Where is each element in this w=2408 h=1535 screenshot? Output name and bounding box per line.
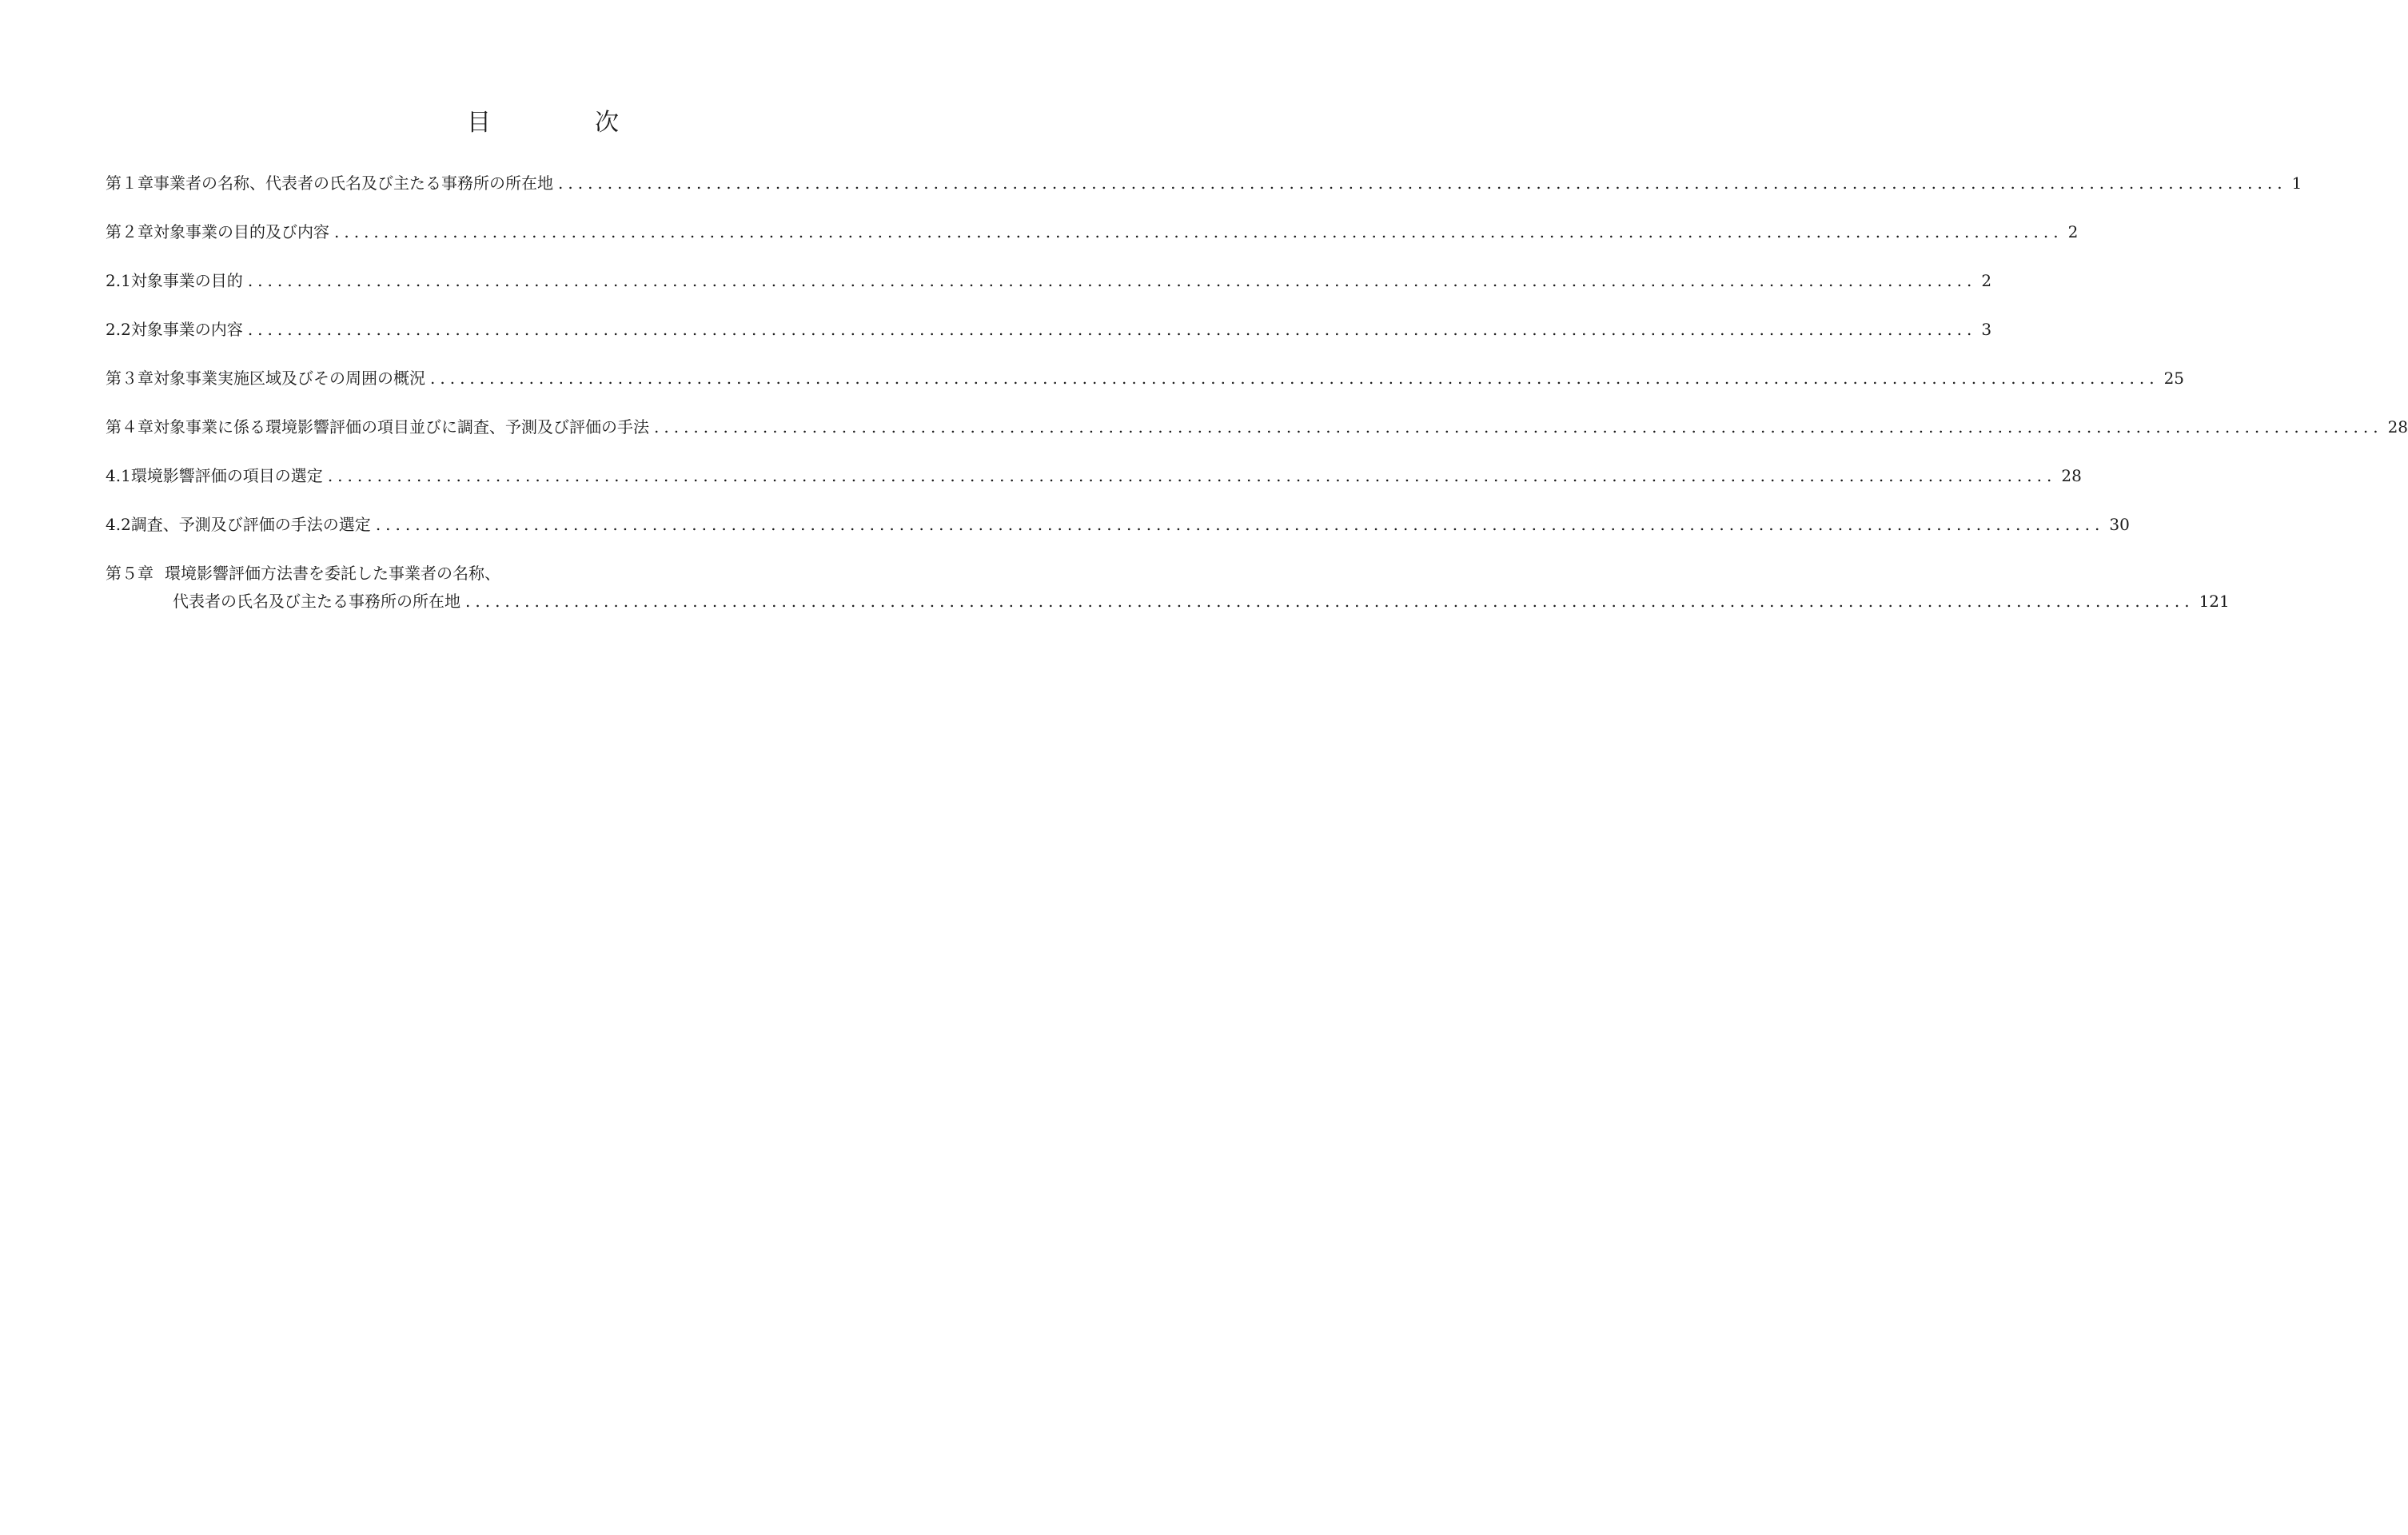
toc-entry-chapter-2[interactable] bbox=[106, 220, 2079, 269]
toc-entry-title: 事業者の名称、代表者の氏名及び主たる事務所の所在地 bbox=[153, 173, 553, 193]
toc-entry-number: 第４章 bbox=[106, 417, 153, 437]
toc-entry-section-2-2[interactable] bbox=[106, 317, 1992, 366]
toc-entry-section-4-1[interactable] bbox=[106, 464, 2082, 512]
dot-leader: ............................................................................................................................................................................... bbox=[334, 222, 2063, 241]
toc-entry-number: 4.2 bbox=[106, 515, 131, 534]
toc-entry-title: 対象事業の内容 bbox=[130, 320, 243, 339]
dot-leader: ............................................................................................................................................................................... bbox=[654, 417, 2383, 437]
toc-entry-number: 2.2 bbox=[106, 320, 131, 339]
dot-leader: ............................................................................................................................................................................... bbox=[558, 173, 2287, 193]
toc-entry-page: 2 bbox=[2067, 222, 2079, 241]
toc-entry-number: 第３章 bbox=[106, 369, 153, 388]
toc-entry-number: 2.1 bbox=[106, 271, 131, 290]
toc-entry-title-line2: 代表者の氏名及び主たる事務所の所在地 bbox=[173, 592, 460, 611]
toc-entry-page: 2 bbox=[1981, 271, 1992, 290]
toc-entry-title: 調査、予測及び評価の手法の選定 bbox=[130, 515, 371, 534]
toc-entry-number: 4.1 bbox=[106, 466, 131, 485]
dot-leader: ............................................................................................................................................................................... bbox=[247, 320, 1977, 339]
toc-entry-title: 対象事業の目的 bbox=[130, 271, 243, 290]
toc-entry-chapter-5[interactable] bbox=[106, 561, 2230, 613]
toc-entry-page: 1 bbox=[2291, 173, 2302, 193]
toc-entry-page: 121 bbox=[2199, 592, 2230, 611]
dot-leader: ............................................................................................................................................................................... bbox=[247, 271, 1977, 290]
toc-entry-section-2-1[interactable] bbox=[106, 269, 1992, 317]
dot-leader: ............................................................................................................................................................................... bbox=[430, 369, 2159, 388]
toc-entry-number: 第１章 bbox=[106, 173, 153, 193]
toc-entry-page: 30 bbox=[2109, 515, 2130, 534]
page-title: 目 次 bbox=[467, 109, 659, 137]
dot-leader: ............................................................................................................................................................................... bbox=[465, 592, 2195, 611]
toc-entry-chapter-1[interactable] bbox=[106, 171, 2302, 220]
toc-entry-title-line1: 環境影響評価方法書を委託した事業者の名称、 bbox=[165, 564, 500, 583]
toc-entry-page: 3 bbox=[1981, 320, 1992, 339]
toc-entry-number: 第５章 bbox=[106, 564, 153, 583]
toc-entry-title: 対象事業に係る環境影響評価の項目並びに調査、予測及び評価の手法 bbox=[153, 417, 649, 437]
toc-entry-title: 対象事業実施区域及びその周囲の概況 bbox=[153, 369, 425, 388]
toc-entry-number: 第２章 bbox=[106, 222, 153, 241]
table-of-contents bbox=[106, 171, 2408, 613]
toc-entry-page: 28 bbox=[2387, 417, 2408, 437]
toc-entry-title: 対象事業の目的及び内容 bbox=[153, 222, 329, 241]
toc-entry-page: 28 bbox=[2061, 466, 2082, 485]
toc-entry-chapter-4[interactable] bbox=[106, 415, 2408, 464]
toc-entry-title: 環境影響評価の項目の選定 bbox=[130, 466, 323, 485]
dot-leader: ............................................................................................................................................................................... bbox=[327, 466, 2057, 485]
toc-entry-chapter-3[interactable] bbox=[106, 366, 2185, 415]
toc-entry-section-4-2[interactable] bbox=[106, 512, 2130, 561]
dot-leader: ............................................................................................................................................................................... bbox=[375, 515, 2105, 534]
toc-entry-page: 25 bbox=[2163, 369, 2185, 388]
